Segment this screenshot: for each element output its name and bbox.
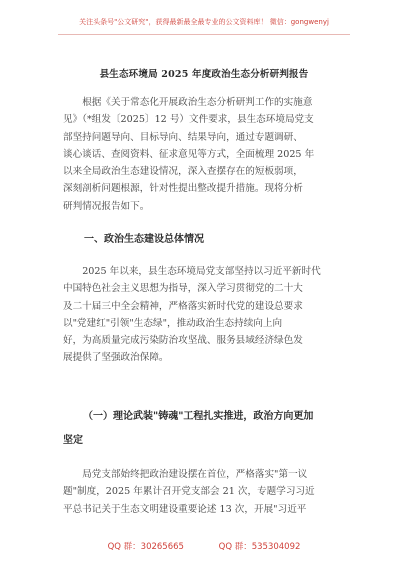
subsection1-line: 题"制度，2025 年累计召开党支部会 21 次，专题学习习近: [63, 486, 315, 498]
footer-contact: [0, 540, 408, 552]
intro-paragraph: [63, 94, 353, 215]
subsection-heading-1: [63, 405, 353, 453]
footer-qq-group-1: QQ 群：30265665: [107, 542, 184, 552]
subsection1-line: 局党支部始终把政治建设摆在首位，严格落实"第一议: [82, 469, 308, 480]
intro-line: 研判情况报告如下。: [63, 200, 150, 212]
section1-paragraph: [63, 263, 353, 367]
intro-line: 谈心谈话、查阅资料、征求意见等方式，全面梳理 2025 年: [63, 148, 315, 160]
intro-line: 深刻剖析问题根源，针对性提出整改提升措施。现将分析: [63, 183, 303, 195]
top-banner-text: 关注头条号"公文研究"，获得最新最全最专业的公文资料库！ 微信：gongwenyj: [79, 18, 329, 26]
subsection-heading-line: 坚定: [63, 435, 83, 446]
intro-line: 以来全局政治生态建设情况，深入查摆存在的短板弱项，: [63, 166, 303, 178]
document-title: 县生态环境局 2025 年度政治生态分析研判报告: [99, 69, 309, 80]
section1-line: 展提供了坚强政治保障。: [63, 352, 169, 364]
subsection-heading-line: （一）理论武装"铸魂"工程扎实推进，政治方向更加: [83, 411, 314, 422]
section1-line: 以"党建红"引领"生态绿"，推动政治生态持续向上向: [63, 317, 283, 329]
section1-line: 中国特色社会主义思想为指导，深入学习贯彻党的二十大: [63, 283, 303, 295]
section1-line: 2025 年以来，县生态环境局党支部坚持以习近平新时代: [82, 266, 321, 277]
section1-line: 及二十届三中全会精神，严格落实新时代党的建设总要求: [63, 300, 303, 312]
subsection1-paragraph: [63, 466, 353, 518]
subsection1-line: 平总书记关于生态文明建设重要论述 13 次，开展"习近平: [63, 503, 307, 515]
section-heading-1: 一、政治生态建设总体情况: [84, 234, 204, 245]
intro-line: 部坚持问题导向、目标导向、结果导向，通过专题调研、: [63, 131, 303, 143]
intro-line: 根据《关于常态化开展政治生态分析研判工作的实施意: [82, 97, 313, 108]
banner-divider: [58, 34, 350, 35]
intro-line: 见》（*组发〔2025〕12 号）文件要求，县生态环境局党支: [63, 114, 314, 126]
footer-qq-group-2: QQ 群：535304092: [218, 542, 301, 552]
section1-line: 好，为高质量完成污染防治攻坚战、服务县域经济绿色发: [63, 335, 303, 347]
